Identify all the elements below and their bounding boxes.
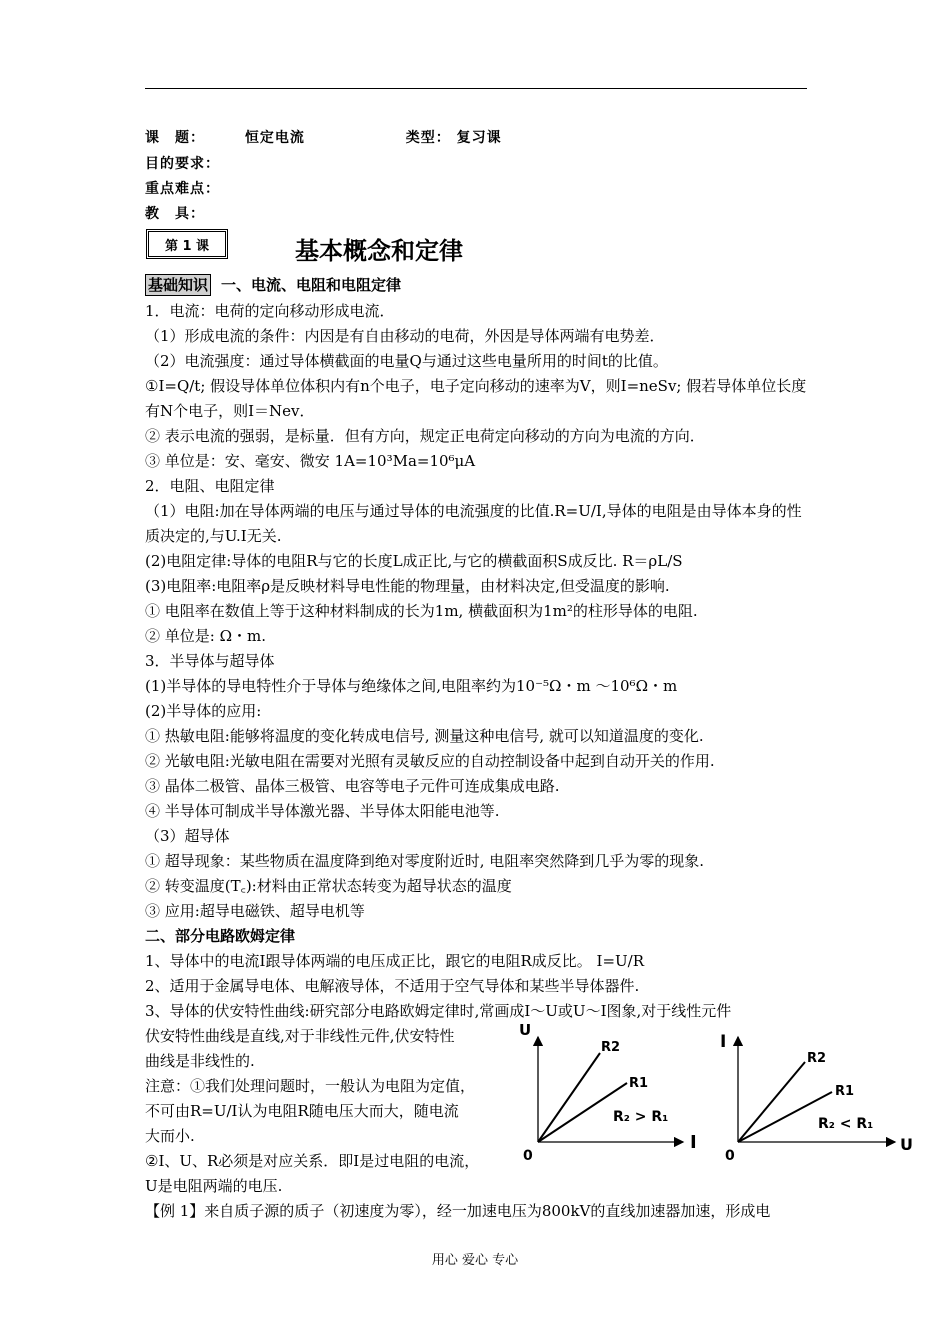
text-line: ③ 单位是：安、毫安、微安 1A=10³Ma=10⁶μA <box>145 452 476 470</box>
text-line: (1)半导体的导电特性介于导体与绝缘体之间,电阻率约为10⁻⁵Ω・m ～10⁶Ω・m <box>145 677 678 695</box>
text-line: ③ 应用:超导电磁铁、超导电机等 <box>145 902 365 920</box>
section1-title: 一、电流、电阻和电阻定律 <box>221 276 402 294</box>
section2-title: 二、部分电路欧姆定律 <box>145 927 296 945</box>
text-line: ① 超导现象：某些物质在温度降到绝对零度附近时, 电阻率突然降到几乎为零的现象. <box>145 852 705 870</box>
text-line: ①I=Q/t; 假设导体单位体积内有n个电子，电子定向移动的速率为V，则I=neSv; 假若导体单位长度有N个电子，则I＝Nev． <box>145 377 807 420</box>
text-line: ① 电阻率在数值上等于这种材料制成的长为1m, 横截面积为1m²的柱形导体的电阻. <box>145 602 698 620</box>
topic-label: 课 题： <box>145 130 205 146</box>
text-line: （1）形成电流的条件：内因是有自由移动的电荷，外因是导体两端有电势差． <box>145 327 665 345</box>
r1-label: R1 <box>835 1084 855 1099</box>
text-line: ② 单位是: Ω・m. <box>145 627 267 645</box>
page-footer: 用心 爱心 专心 <box>431 1253 519 1268</box>
text-line: ③ 晶体二极管、晶体三极管、电容等电子元件可连成集成电路. <box>145 777 560 795</box>
text-line: (3)电阻率:电阻率ρ是反映材料导电性能的物理量，由材料决定,但受温度的影响. <box>145 577 670 595</box>
text-line: 3．半导体与超导体 <box>145 652 275 670</box>
text-line: 注意：①我们处理问题时，一般认为电阻为定值， <box>145 1077 476 1095</box>
text-line: ② 转变温度(T꜀):材料由正常状态转变为超导状态的温度 <box>145 877 512 895</box>
y-axis-label: I <box>720 1032 727 1052</box>
topic-row <box>145 127 502 147</box>
text-line: 不可由R=U/I认为电阻R随电压大而大，随电流 <box>145 1102 459 1120</box>
r2-label: R2 <box>807 1051 827 1066</box>
u-i-graph <box>505 1015 710 1170</box>
r2-label: R2 <box>601 1040 621 1055</box>
text-line: ④ 半导体可制成半导体激光器、半导体太阳能电池等. <box>145 802 500 820</box>
text-line: (2)电阻定律:导体的电阻R与它的长度L成正比,与它的横截面积S成反比. R＝ρL/S <box>145 552 683 570</box>
header-rule <box>145 88 807 89</box>
type-value: 复习课 <box>456 130 502 146</box>
example-line: 【例 1】来自质子源的质子（初速度为零），经一加速电压为800kV的直线加速器加速，形成电 <box>145 1202 771 1220</box>
key-points-label: 重点难点： <box>145 181 220 197</box>
type-label: 类型： <box>405 130 451 146</box>
text-line: 1．电流：电荷的定向移动形成电流． <box>145 302 395 320</box>
i-u-graph <box>710 1025 920 1170</box>
relation-label: R₂ > R₁ <box>613 1109 669 1125</box>
text-line: 2、适用于金属导电体、电解液导体，不适用于空气导体和某些半导体器件. <box>145 977 640 995</box>
origin-label: 0 <box>725 1148 735 1164</box>
x-axis-label: U <box>900 1135 913 1154</box>
line-r2 <box>538 1053 600 1142</box>
text-line: ② 表示电流的强弱，是标量．但有方向，规定正电荷定向移动的方向为电流的方向． <box>145 427 705 445</box>
origin-label: 0 <box>523 1148 533 1164</box>
topic-value: 恒定电流 <box>244 130 305 146</box>
relation-label: R₂ < R₁ <box>818 1116 874 1132</box>
text-line: ① 热敏电阻:能够将温度的变化转成电信号, 测量这种电信号, 就可以知道温度的变化. <box>145 727 704 745</box>
text-line: 1、导体中的电流I跟导体两端的电压成正比，跟它的电阻R成反比。 I=U/R <box>145 952 645 970</box>
line-r2 <box>738 1062 805 1142</box>
x-axis-label: I <box>690 1132 697 1153</box>
goal-label: 目的要求： <box>145 156 220 172</box>
text-line: （3）超导体 <box>145 827 230 845</box>
text-line: (2)半导体的应用: <box>145 702 262 720</box>
text-line: 3、导体的伏安特性曲线:研究部分电路欧姆定律时,常画成I～U或U～I图象,对于线性元件 <box>145 1002 732 1020</box>
section-tag: 基础知识 <box>145 274 211 296</box>
y-axis-label: U <box>519 1021 532 1039</box>
text-line: （2）电流强度：通过导体横截面的电量Q与通过这些电量所用的时间t的比值。 <box>145 352 668 370</box>
text-line: 2．电阻、电阻定律 <box>145 477 275 495</box>
text-line: 伏安特性曲线是直线,对于非线性元件,伏安特性 <box>145 1027 455 1045</box>
r1-label: R1 <box>629 1076 649 1091</box>
lesson-title: 基本概念和定律 <box>295 237 463 265</box>
text-line: ② 光敏电阻:光敏电阻在需要对光照有灵敏反应的自动控制设备中起到自动开关的作用. <box>145 752 715 770</box>
text-line: 大而小. <box>145 1127 195 1145</box>
text-line: 曲线是非线性的. <box>145 1052 255 1070</box>
lesson-number-box: 第 1 课 <box>146 229 228 259</box>
text-line: ②I、U、R必须是对应关系．即I是过电阻的电流， <box>145 1152 480 1170</box>
text-line: （1）电阻:加在导体两端的电压与通过导体的电流强度的比值.R=U/I,导体的电阻是由导体本身的性质决定的,与U.I无关. <box>145 502 802 545</box>
tools-label: 教 具： <box>145 206 205 222</box>
text-line: U是电阻两端的电压. <box>145 1177 283 1195</box>
